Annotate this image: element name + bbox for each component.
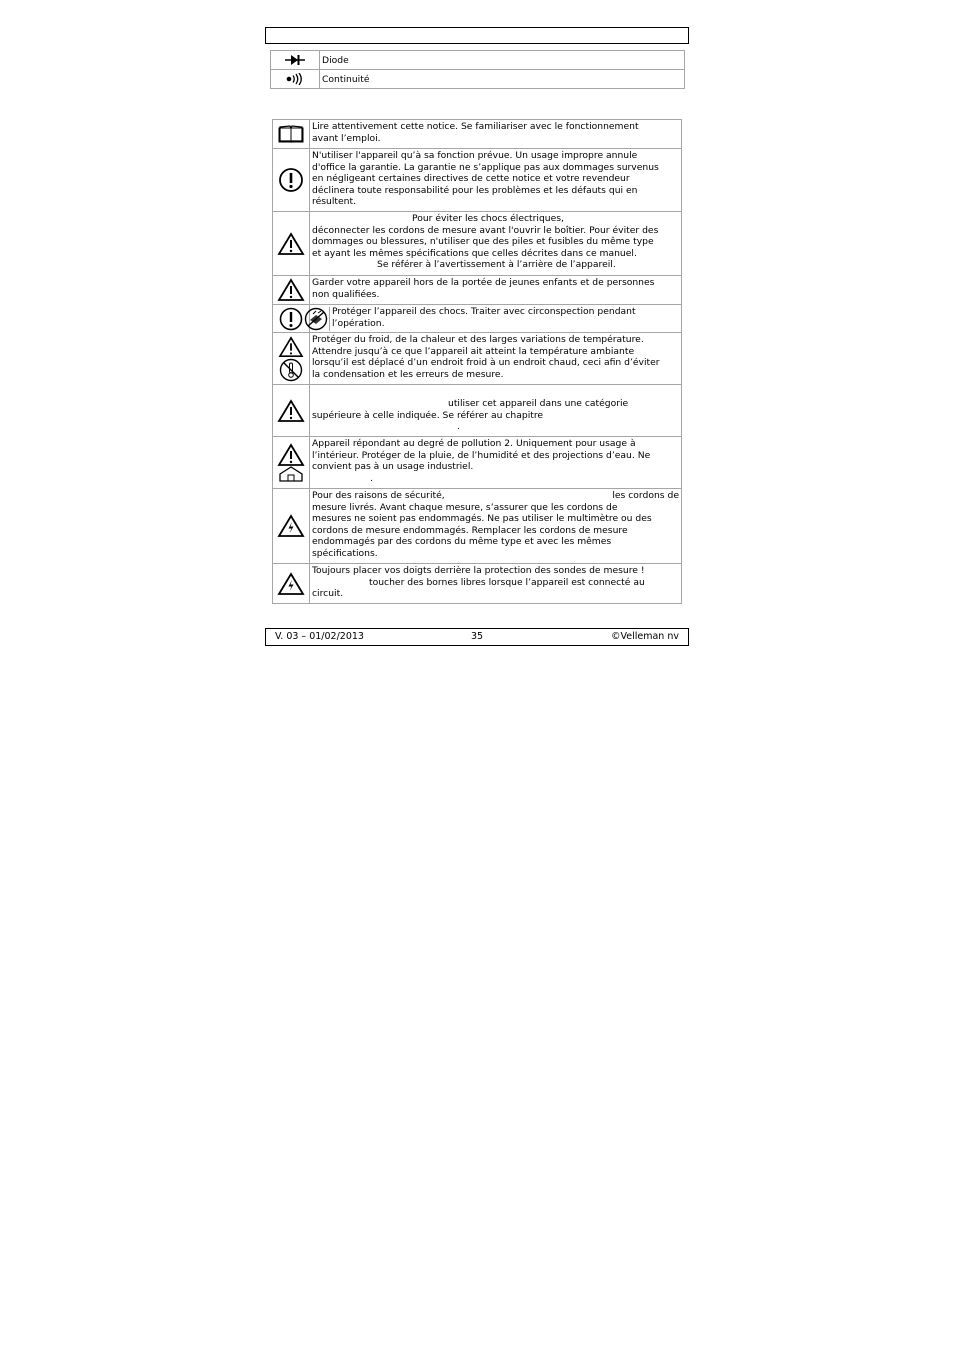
footer-copyright: ©Velleman nv (611, 631, 679, 642)
table-row (273, 333, 682, 385)
safety-table (272, 119, 682, 604)
table-row (273, 212, 682, 276)
symbol-label: Continuité (320, 70, 685, 89)
safety-text: Garder votre appareil hors de la portée de jeunes enfants et de personnes non qualifiées. (310, 276, 682, 305)
shock-icon (304, 307, 330, 331)
exclamation-circle-icon (273, 149, 310, 212)
warning-triangle-icon (278, 336, 304, 358)
safety-text: Toujours placer vos doigts derrière la protection des sondes de mesure ! toucher des bornes libres lorsque l’appareil est connecté au circuit. (310, 564, 682, 604)
table-row (273, 149, 682, 212)
warning-triangle-icon (273, 385, 310, 437)
safety-text: Appareil répondant au degré de pollution 2. Uniquement pour usage à l’intérieur. Protéger de la pluie, de l’humidité et des projections d’eau. Ne convient pas à un usage industriel. . (310, 437, 682, 489)
safety-text: Protéger du froid, de la chaleur et des larges variations de température. Attendre jusqu’à ce que l’appareil ait atteint la température ambiante lorsqu’il est déplacé d’un endroit froid à un endroit chaud, ceci afin d’éviter la condensation et les erreurs de mesure. (310, 333, 682, 385)
footer-version: V. 03 – 01/02/2013 (275, 631, 364, 642)
diode-icon (271, 51, 320, 70)
safety-text: Protéger l’appareil des chocs. Traiter avec circonspection pendant l’opération. (310, 305, 682, 333)
table-row (273, 276, 682, 305)
safety-text: Lire attentivement cette notice. Se familiariser avec le fonctionnement avant l’emploi. (310, 120, 682, 149)
indoor-use-icon (273, 437, 310, 489)
temperature-warning-icons (273, 333, 310, 385)
table-row (273, 489, 682, 564)
continuity-icon (271, 70, 320, 89)
safety-text: N'utiliser l'appareil qu’à sa fonction prévue. Un usage impropre annule d'office la garantie. La garantie ne s’applique pas aux dommages survenus en négligeant certaines directives de cette notice et votre revendeur déclinera toute responsabilité pour les problèmes et les défauts qui en résultent. (310, 149, 682, 212)
table-row (273, 564, 682, 604)
table-row (271, 51, 685, 70)
table-row (273, 305, 682, 333)
safety-text: Pour des raisons de sécurité, les cordons de mesure livrés. Avant chaque mesure, s’assurer que les cordons de mesures ne soient pas endommagés. Ne pas utiliser le multimètre ou des cordons de mesure endommagés. Remplacer les cordons de mesure endommagés par des cordons du même type et avec les mêmes spécifications. (310, 489, 682, 564)
table-row (273, 385, 682, 437)
warning-triangle-icon (273, 212, 310, 276)
warning-triangle-icon (273, 276, 310, 305)
book-icon (273, 120, 310, 149)
page-footer (265, 628, 689, 646)
high-voltage-icon (273, 564, 310, 604)
page-number: 35 (471, 631, 484, 642)
table-row (273, 437, 682, 489)
exclamation-circle-icon (279, 307, 303, 331)
table-row (271, 70, 685, 89)
symbol-label: Diode (320, 51, 685, 70)
safety-text: utiliser cet appareil dans une catégorie supérieure à celle indiquée. Se référer au chapitre . (310, 385, 682, 437)
safety-text: Pour éviter les chocs électriques, déconnecter les cordons de mesure avant l'ouvrir le boîtier. Pour éviter des dommages ou blessures, n'utiliser que des piles et fusibles du même type et ayant les mêmes spécifications que celles décrites dans ce manuel. Se référer à l’avertissement à l’arrière de l’appareil. (310, 212, 682, 276)
header-box (265, 27, 689, 44)
high-voltage-icon (273, 489, 310, 564)
table-row (273, 120, 682, 149)
symbol-table (270, 50, 685, 89)
no-temperature-icon (279, 358, 303, 382)
